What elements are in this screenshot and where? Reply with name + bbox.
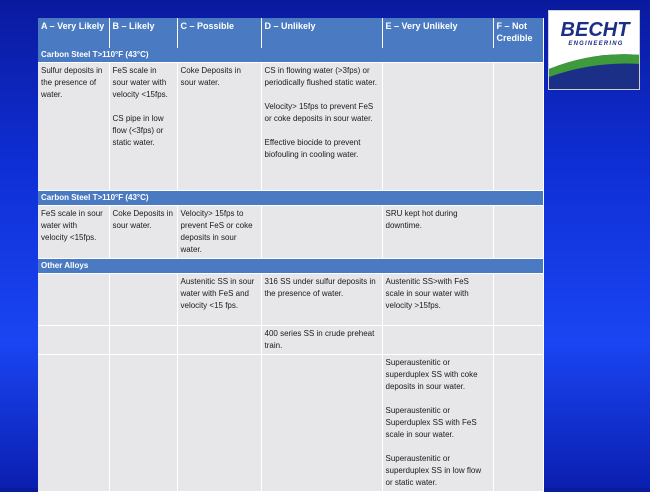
cell-text: Sulfur deposits in the presence of water.	[41, 66, 103, 99]
header-very-likely: A – Very Likely	[38, 18, 109, 48]
cell-text: 400 series SS in crude preheat train.	[264, 329, 375, 350]
table-row	[38, 326, 543, 355]
header-unlikely: D – Unlikely	[261, 18, 382, 48]
table-cell	[382, 355, 493, 492]
header-not-credible: F – Not Credible	[493, 18, 543, 48]
cell-text: Superaustenitic or superduplex SS with coke deposits in sour water.	[385, 358, 478, 391]
cell-text: Superaustenitic or Superduplex SS with FeS scale in sour water.	[385, 406, 477, 439]
cell-text: 316 SS under sulfur deposits in the presence of water.	[264, 277, 376, 298]
section-row	[38, 259, 543, 274]
header-likely: B – Likely	[109, 18, 177, 48]
logo-graphic	[549, 11, 640, 90]
cell-text: FeS scale in sour water with velocity <15fps.	[112, 66, 168, 99]
table-cell	[38, 355, 109, 492]
table-cell	[382, 206, 493, 259]
cell-text: Austenitic SS>with FeS scale in sour water with velocity >15fps.	[385, 277, 469, 310]
likelihood-table	[38, 18, 544, 492]
table-cell	[493, 326, 543, 355]
table-row	[38, 274, 543, 326]
table-cell	[493, 206, 543, 259]
table-cell	[261, 63, 382, 191]
table-cell	[109, 326, 177, 355]
table-cell	[382, 326, 493, 355]
cell-text: Velocity> 15fps to prevent FeS or coke deposits in sour water.	[180, 209, 253, 254]
logo-name: BECHT	[560, 19, 630, 41]
cell-text: Coke Deposits in sour water.	[180, 66, 241, 87]
table-cell	[109, 355, 177, 492]
table-cell	[261, 355, 382, 492]
header-row	[38, 18, 543, 48]
section-title: Other Alloys	[38, 259, 543, 274]
table-cell	[493, 274, 543, 326]
cell-text: Superaustenitic or superduplex SS in low flow or static water.	[385, 454, 482, 487]
table-cell	[261, 326, 382, 355]
table-cell	[38, 63, 109, 191]
header-very-unlikely: E – Very Unlikely	[382, 18, 493, 48]
table-cell	[177, 206, 261, 259]
cell-text: CS pipe in low flow (<3fps) or static water.	[112, 114, 164, 147]
table-cell	[109, 206, 177, 259]
cell-text: CS in flowing water (>3fps) or periodically flushed static water.	[264, 66, 377, 87]
cell-text: Coke Deposits in sour water.	[112, 209, 173, 230]
table-cell	[493, 63, 543, 191]
section-title: Carbon Steel T>110°F (43°C)	[38, 191, 543, 206]
logo-tagline: ENGINEERING	[568, 41, 624, 47]
section-row	[38, 48, 543, 63]
table-cell	[382, 274, 493, 326]
table-cell	[261, 274, 382, 326]
table-cell	[109, 274, 177, 326]
section-title: Carbon Steel T>110°F (43°C)	[38, 48, 543, 63]
header-possible: C – Possible	[177, 18, 261, 48]
table-row	[38, 355, 543, 492]
table-cell	[109, 63, 177, 191]
cell-text: Velocity> 15fps to prevent FeS or coke deposits in sour water.	[264, 102, 374, 123]
table-cell	[38, 274, 109, 326]
table-cell	[177, 355, 261, 492]
table-cell	[177, 274, 261, 326]
table-row	[38, 206, 543, 259]
cell-text: SRU kept hot during downtime.	[385, 209, 458, 230]
table-cell	[493, 355, 543, 492]
table-cell	[38, 206, 109, 259]
cell-text: Effective biocide to prevent biofouling in cooling water.	[264, 138, 361, 159]
table-cell	[177, 326, 261, 355]
cell-text: FeS scale in sour water with velocity <15fps.	[41, 209, 103, 242]
table-cell	[177, 63, 261, 191]
table-row	[38, 63, 543, 191]
table-cell	[382, 63, 493, 191]
cell-text: Austenitic SS in sour water with FeS and velocity <15 fps.	[180, 277, 255, 310]
table-cell	[38, 326, 109, 355]
table-cell	[261, 206, 382, 259]
becht-logo	[548, 10, 640, 90]
section-row	[38, 191, 543, 206]
